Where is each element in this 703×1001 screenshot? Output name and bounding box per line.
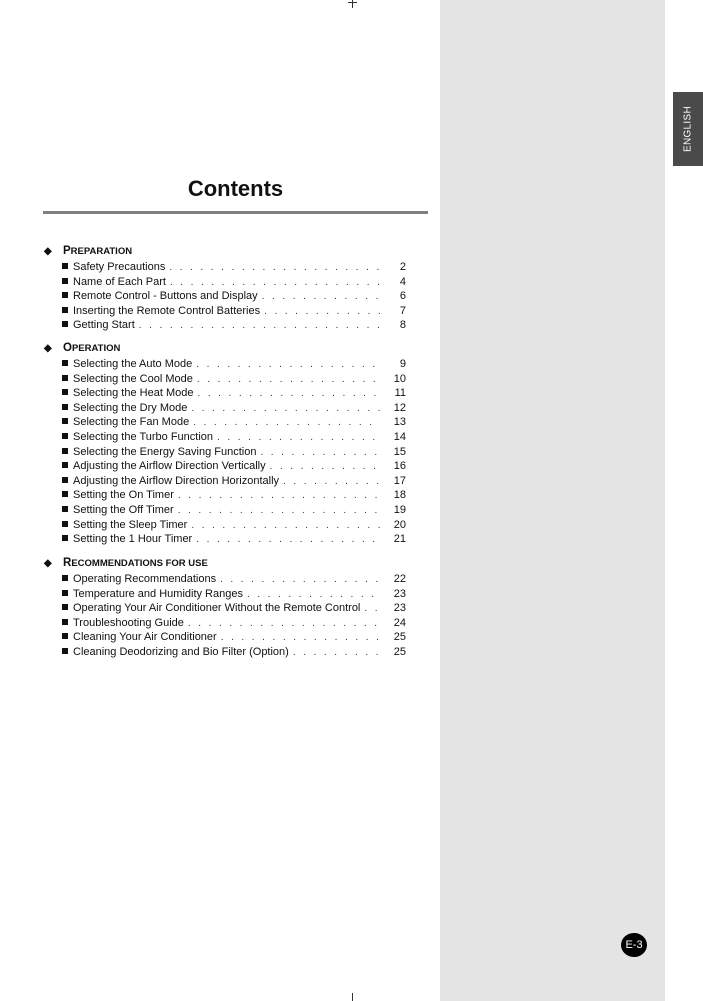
square-bullet-icon xyxy=(62,619,68,625)
page-number-badge: E-3 xyxy=(621,933,647,957)
square-bullet-icon xyxy=(62,648,68,654)
square-bullet-icon xyxy=(62,590,68,596)
square-bullet-icon xyxy=(62,375,68,381)
entry-page: 11 xyxy=(394,387,406,400)
entry-title: Selecting the Heat Mode xyxy=(73,387,194,400)
dot-leader xyxy=(247,589,380,600)
square-bullet-icon xyxy=(62,448,68,454)
dot-leader xyxy=(270,461,380,472)
toc-entry[interactable] xyxy=(44,373,406,388)
toc-entry[interactable] xyxy=(44,533,406,548)
entry-title: Name of Each Part xyxy=(73,275,166,288)
entry-title: Adjusting the Airflow Direction Vertically xyxy=(73,460,266,473)
entry-title: Cleaning Deodorizing and Bio Filter (Option) xyxy=(73,645,289,658)
diamond-icon: ◆ xyxy=(44,557,52,569)
section-heading xyxy=(44,340,406,356)
entry-page: 2 xyxy=(399,261,406,273)
dot-leader xyxy=(220,574,380,585)
dot-leader xyxy=(169,262,380,273)
toc-entry[interactable] xyxy=(44,416,406,431)
title-rule xyxy=(43,211,428,214)
dot-leader xyxy=(139,320,380,331)
entry-title: Setting the On Timer xyxy=(73,489,174,502)
square-bullet-icon xyxy=(62,604,68,610)
dot-leader xyxy=(191,403,380,414)
dot-leader xyxy=(197,388,380,399)
side-panel xyxy=(440,0,665,1001)
square-bullet-icon xyxy=(62,521,68,527)
dot-leader xyxy=(197,374,380,385)
dot-leader xyxy=(264,306,380,317)
dot-leader xyxy=(217,432,380,443)
toc-entry[interactable] xyxy=(44,475,406,490)
entry-title: Selecting the Cool Mode xyxy=(73,372,193,385)
entry-title: Cleaning Your Air Conditioner xyxy=(73,631,217,644)
page-title: Contents xyxy=(187,176,284,201)
entry-page: 4 xyxy=(399,275,406,288)
entry-page: 6 xyxy=(399,290,406,303)
toc-entry[interactable] xyxy=(44,290,406,305)
entry-title: Selecting the Energy Saving Function xyxy=(73,445,257,458)
square-bullet-icon xyxy=(62,389,68,395)
entry-page: 18 xyxy=(393,489,406,502)
dot-leader xyxy=(170,277,380,288)
entry-page: 13 xyxy=(393,416,406,429)
dot-leader xyxy=(188,618,380,629)
toc-entry[interactable] xyxy=(44,588,406,603)
toc-entry[interactable] xyxy=(44,387,406,402)
entry-page: 14 xyxy=(393,430,406,443)
entry-title: Setting the 1 Hour Timer xyxy=(73,533,193,546)
entry-page: 8 xyxy=(399,319,406,332)
entry-title: Setting the Sleep Timer xyxy=(73,518,188,531)
toc-section xyxy=(44,243,406,334)
dot-leader xyxy=(221,632,380,643)
toc-section xyxy=(44,340,406,548)
square-bullet-icon xyxy=(62,491,68,497)
language-tab xyxy=(673,92,703,166)
square-bullet-icon xyxy=(62,477,68,483)
entry-title: Selecting the Auto Mode xyxy=(73,358,193,370)
dot-leader xyxy=(260,447,380,458)
section-heading-text: RECOMMENDATIONS FOR USE xyxy=(63,557,208,569)
square-bullet-icon xyxy=(62,263,68,269)
entry-title: Adjusting the Airflow Direction Horizontally xyxy=(73,474,280,487)
toc-entry[interactable] xyxy=(44,460,406,475)
dot-leader xyxy=(196,359,380,370)
dot-leader xyxy=(178,505,380,516)
toc-entry[interactable] xyxy=(44,261,406,276)
entry-title: Troubleshooting Guide xyxy=(73,616,184,629)
entry-title: Operating Recommendations xyxy=(73,573,217,585)
entry-page: 9 xyxy=(399,358,406,370)
square-bullet-icon xyxy=(62,633,68,639)
dot-leader xyxy=(262,291,380,302)
toc-entry[interactable] xyxy=(44,402,406,417)
entry-title: Selecting the Fan Mode xyxy=(73,416,190,429)
dot-leader xyxy=(193,417,380,428)
toc-entry[interactable] xyxy=(44,617,406,632)
entry-title: Inserting the Remote Control Batteries xyxy=(73,304,261,317)
square-bullet-icon xyxy=(62,292,68,298)
square-bullet-icon xyxy=(62,418,68,424)
entry-page: 10 xyxy=(393,372,406,385)
diamond-icon: ◆ xyxy=(44,342,52,354)
entry-page: 21 xyxy=(393,533,406,546)
dot-leader xyxy=(196,534,380,545)
entry-title: Remote Control - Buttons and Display xyxy=(73,290,258,303)
entry-page: 15 xyxy=(393,445,406,458)
square-bullet-icon xyxy=(62,278,68,284)
square-bullet-icon xyxy=(62,360,68,366)
entry-title: Selecting the Dry Mode xyxy=(73,401,188,414)
entry-page: 16 xyxy=(393,460,406,473)
dot-leader xyxy=(283,476,380,487)
toc-section xyxy=(44,555,406,661)
entry-title: Setting the Off Timer xyxy=(73,503,174,516)
toc-entry[interactable] xyxy=(44,305,406,320)
section-heading xyxy=(44,243,406,259)
dot-leader xyxy=(364,603,380,614)
entry-page: 23 xyxy=(393,587,406,600)
entry-title: Safety Precautions xyxy=(73,261,166,273)
diamond-icon: ◆ xyxy=(44,245,52,257)
dot-leader xyxy=(191,520,380,531)
section-heading xyxy=(44,555,406,571)
toc-entry[interactable] xyxy=(44,602,406,617)
entry-page: 22 xyxy=(393,573,406,585)
toc-entry[interactable] xyxy=(44,431,406,446)
toc-entry[interactable] xyxy=(44,489,406,504)
toc-entry[interactable] xyxy=(44,276,406,291)
dot-leader xyxy=(178,490,380,501)
square-bullet-icon xyxy=(62,433,68,439)
entry-title: Getting Start xyxy=(73,319,135,332)
entry-page: 12 xyxy=(393,401,406,414)
square-bullet-icon xyxy=(62,506,68,512)
section-heading-text: OPERATION xyxy=(63,342,121,354)
square-bullet-icon xyxy=(62,404,68,410)
square-bullet-icon xyxy=(62,462,68,468)
entry-page: 7 xyxy=(399,304,406,317)
entry-title: Operating Your Air Conditioner Without the Remote Control xyxy=(73,602,361,615)
toc-entry[interactable] xyxy=(44,631,406,646)
entry-page: 17 xyxy=(393,474,406,487)
entry-page: 25 xyxy=(393,645,406,658)
crop-mark xyxy=(352,993,353,1001)
entry-page: 24 xyxy=(393,616,406,629)
crop-mark xyxy=(348,2,357,3)
toc-entry[interactable] xyxy=(44,446,406,461)
square-bullet-icon xyxy=(62,307,68,313)
entry-title: Temperature and Humidity Ranges xyxy=(73,587,243,600)
toc-entry[interactable] xyxy=(44,573,406,588)
section-heading-text: PREPARATION xyxy=(63,245,133,257)
toc-entry[interactable] xyxy=(44,358,406,373)
language-tab-label: ENGLISH xyxy=(682,105,694,153)
toc-entry[interactable] xyxy=(44,646,406,661)
square-bullet-icon xyxy=(62,535,68,541)
dot-leader xyxy=(293,647,380,658)
entry-page: 25 xyxy=(393,631,406,644)
toc-entry[interactable] xyxy=(44,519,406,534)
toc-entry[interactable] xyxy=(44,504,406,519)
toc-entry[interactable] xyxy=(44,319,406,334)
entry-page: 23 xyxy=(393,602,406,615)
entry-page: 20 xyxy=(393,518,406,531)
entry-title: Selecting the Turbo Function xyxy=(73,430,214,443)
square-bullet-icon xyxy=(62,575,68,581)
square-bullet-icon xyxy=(62,321,68,327)
entry-page: 19 xyxy=(393,503,406,516)
